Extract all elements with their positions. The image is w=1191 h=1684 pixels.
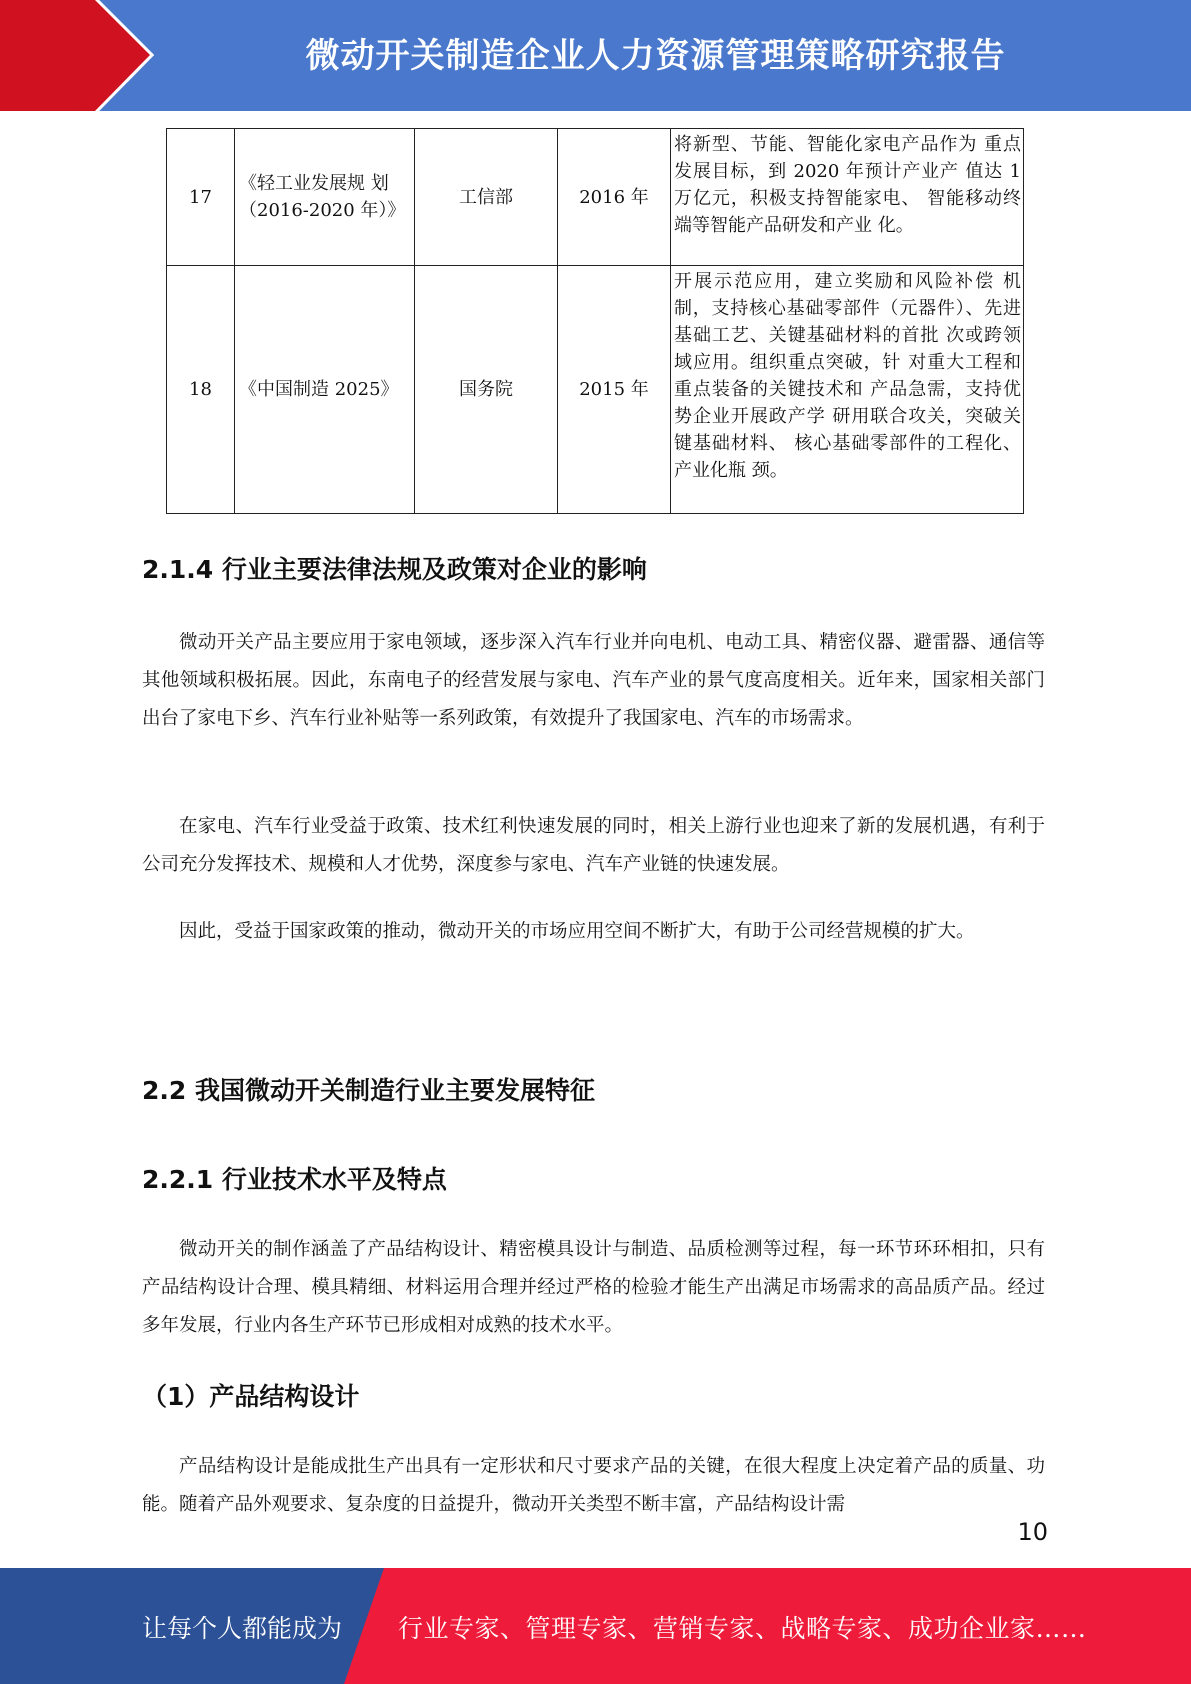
section-heading-2-2: 2.2 我国微动开关制造行业主要发展特征 (142, 1076, 595, 1105)
paragraph: 产品结构设计是能成批生产出具有一定形状和尺寸要求产品的关键，在很大程度上决定着产品的质量、功能。随着产品外观要求、复杂度的日益提升，微动开关类型不断丰富，产品结构设计需 (142, 1456, 1045, 1515)
paragraph: 微动开关的制作涵盖了产品结构设计、精密模具设计与制造、品质检测等过程，每一环节环环相扣，只有产品结构设计合理、模具精细、材料运用合理并经过严格的检验才能生产出满足市场需求的高品质产品。经过多年发展，行业内各生产环节已形成相对成熟的技术水平。 (142, 1239, 1045, 1336)
policy-description: 开展示范应用，建立奖励和风险补偿 机制，支持核心基础零部件（元器件）、先进基础工艺、关键基础材料的首批 次或跨领域应用。组织重点突破，针 对重大工程和重点装备的关键技术和 产品急需，支持优势企业开展政产学 研用联合攻关，突破关键基础材料、 核心基础零部件的工程化、产业化瓶 颈。 (671, 266, 1024, 514)
row-number: 18 (167, 266, 235, 514)
header-title: 微动开关制造企业人力资源管理策略研究报告 (305, 36, 1006, 76)
footer-slogan-right: 行业专家、管理专家、营销专家、战略专家、成功企业家…… (398, 1614, 1087, 1643)
issue-year: 2015 年 (558, 266, 671, 514)
paragraph: 在家电、汽车行业受益于政策、技术红利快速发展的同时，相关上游行业也迎来了新的发展机遇，有利于公司充分发挥技术、规模和人才优势，深度参与家电、汽车产业链的快速发展。 (142, 816, 1045, 875)
issue-year: 2016 年 (558, 129, 671, 266)
footer-slogan-left: 让每个人都能成为 (142, 1614, 343, 1643)
policy-name: 《中国制造 2025》 (235, 266, 415, 514)
issuing-department: 国务院 (415, 266, 558, 514)
policy-description: 将新型、节能、智能化家电产品作为 重点发展目标，到 2020 年预计产业产 值达 1 万亿元，积极支持智能家电、 智能移动终端等智能产品研发和产业 化。 (671, 129, 1024, 266)
table-row (167, 129, 1024, 266)
section-heading-2-1-4: 2.1.4 行业主要法律法规及政策对企业的影响 (142, 555, 647, 584)
paragraph: 因此，受益于国家政策的推动，微动开关的市场应用空间不断扩大，有助于公司经营规模的扩大。 (179, 921, 975, 942)
page-header (0, 0, 1191, 111)
policy-table (166, 128, 1024, 514)
row-number: 17 (167, 129, 235, 266)
table-row (167, 266, 1024, 514)
subsection-heading-product-structure: （1）产品结构设计 (142, 1382, 360, 1411)
paragraph: 微动开关产品主要应用于家电领域，逐步深入汽车行业并向电机、电动工具、精密仪器、避雷器、通信等其他领域积极拓展。因此，东南电子的经营发展与家电、汽车产业的景气度高度相关。近年来，国家相关部门出台了家电下乡、汽车行业补贴等一系列政策，有效提升了我国家电、汽车的市场需求。 (142, 632, 1045, 729)
issuing-department: 工信部 (415, 129, 558, 266)
policy-name: 《轻工业发展规 划（2016-2020 年）》 (235, 129, 415, 266)
page-footer (0, 1568, 1191, 1684)
header-red-arrow (0, 0, 150, 111)
page-number: 10 (1017, 1518, 1048, 1546)
section-heading-2-2-1: 2.2.1 行业技术水平及特点 (142, 1165, 447, 1194)
